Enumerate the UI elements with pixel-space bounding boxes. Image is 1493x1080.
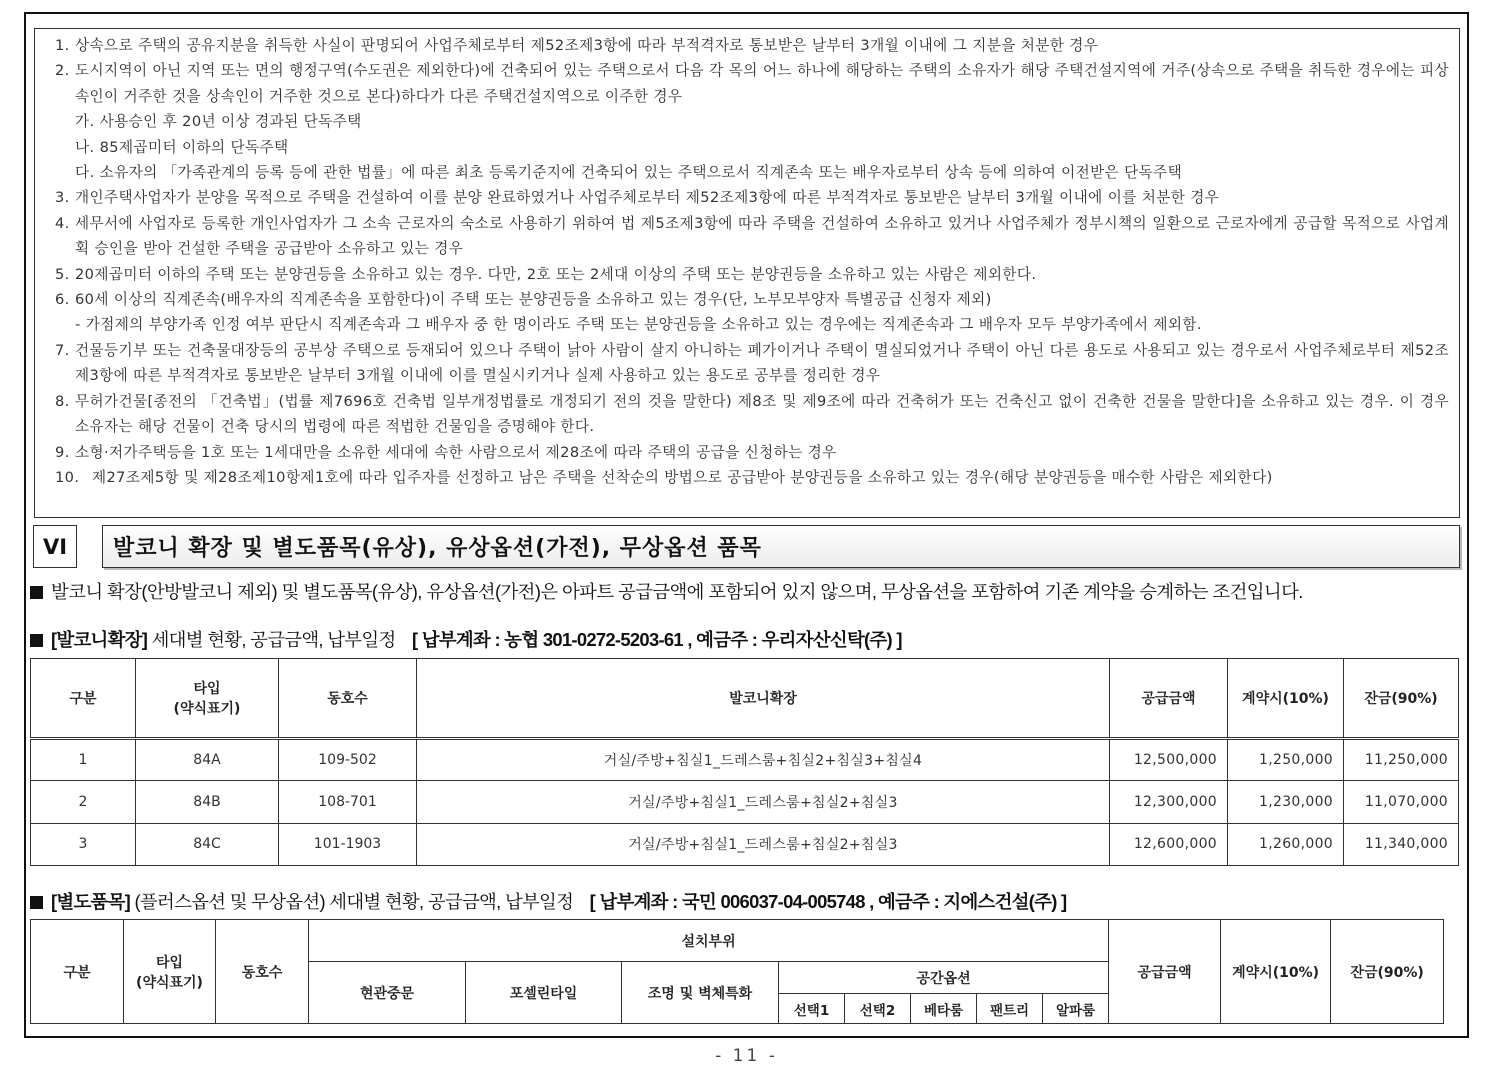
rule-text: 건물등기부 또는 건축물대장등의 공부상 주택으로 등재되어 있으나 주택이 낡아 사람이 살지 아니하는 폐가이거나 주택이 멸실되었거나 주택이 아닌 다른 용도로 사용되고 있는 경우로서 사업주체로부터 제52조제3항에 따른 부적격자로 통보받은 날부터 3개월 이내에 이를 멸실시키거나 실제 사용하고 있는 용도로 공부를 정리한 경우 [75,341,1449,385]
bullet-square-icon [30,586,43,599]
header-balance: 잔금(90%) [1344,659,1459,739]
balcony-desc: 세대별 현황, 공급금액, 납부일정 [151,629,396,650]
rule-item [55,262,1449,287]
balcony-account: [ 납부계좌 : 농협 301-0272-5203-61 , 예금주 : 우리자산신탁(주) ] [411,629,902,650]
header-unit: 동호수 [216,920,309,1024]
rule-text: 제27조제5항 및 제28조제10항제1호에 따라 입주자를 선정하고 남은 주택을 선착순의 방법으로 공급받아 분양권등을 소유하고 있는 경우(해당 분양권등을 매수한 사람은 제외한다) [92,468,1273,486]
rule-subitem [55,109,1449,134]
cell-no: 2 [31,781,136,823]
header-entrance: 현관중문 [309,962,466,1024]
header-type-line2: (약식표기) [173,701,241,717]
cell-contract: 1,260,000 [1228,823,1344,865]
cell-price: 12,500,000 [1110,739,1228,781]
rule-number: 8. [55,392,70,410]
header-sel1: 선택1 [779,994,845,1024]
rule-item [55,33,1449,58]
cell-balance: 11,340,000 [1344,823,1459,865]
balcony-tag: [발코니확장] [51,629,148,650]
table-row [31,823,1459,865]
header-sel2: 선택2 [845,994,911,1024]
cell-no: 3 [31,823,136,865]
options-heading [30,888,1066,914]
rule-number: 6. [55,291,70,309]
header-type [136,659,279,739]
cell-unit: 108-701 [279,781,417,823]
cell-type: 84C [136,823,279,865]
header-contract: 계약시(10%) [1221,920,1331,1024]
rule-subitem [55,135,1449,160]
cell-rooms: 거실/주방+침실1_드레스룸+침실2+침실3+침실4 [417,739,1110,781]
cell-no: 1 [31,739,136,781]
rule-subitem [55,160,1449,185]
header-space: 공간옵션 [779,962,1109,994]
header-lighting: 조명 및 벽체특화 [622,962,779,1024]
exception-rules-box [34,28,1460,518]
rule-item [55,338,1449,389]
rule-text: 무허가건물[종전의 「건축법」(법률 제7696호 건축법 일부개정법률로 개정되기 전의 것을 말한다) 제8조 및 제9조에 따라 건축허가 또는 건축신고 없이 건축한 건물을 말한다]을 소유하고 있는 경우. 이 경우 소유자는 해당 건물이 건축 당시의 법령에 따른 적법한 건물임을 증명해야 한다. [75,392,1449,436]
rule-text: 도시지역이 아닌 지역 또는 면의 행정구역(수도권은 제외한다)에 건축되어 있는 주택으로서 다음 각 목의 어느 하나에 해당하는 주택의 소유자가 해당 주택건설지역에 거주(상속으로 주택을 취득한 경우에는 피상속인이 거주한 것을 상속인이 거주한 것으로 본다)하다가 다른 주택건설지역으로 이주한 경우 [75,62,1449,105]
rule-text: 다. 소유자의 「가족관계의 등록 등에 관한 법률」에 따른 최초 등록기준지에 건축되어 있는 주택으로서 직계존속 또는 배우자로부터 상속 등에 의하여 이전받은 단독주택 [75,164,1183,182]
header-type-line2: (약식표기) [136,974,203,991]
bullet-square-icon [30,634,43,647]
rule-item [55,58,1449,109]
rule-number: 1. [55,37,70,54]
rule-item [55,185,1449,210]
table-header-row [31,659,1459,739]
section-title: 발코니 확장 및 별도품목(유상), 유상옵션(가전), 무상옵션 품목 [102,525,1460,568]
table-row [31,781,1459,823]
cell-type: 84B [136,781,279,823]
rule-number: 10. [55,468,80,486]
cell-price: 12,300,000 [1110,781,1228,823]
table-header-row [31,920,1444,962]
options-desc: (플러스옵션 및 무상옵션) 세대별 현황, 공급금액, 납부일정 [134,891,574,912]
rule-text: 60세 이상의 직계존속(배우자의 직계존속을 포함한다)이 주택 또는 분양권등을 소유하고 있는 경우(단, 노부모부양자 특별공급 신청자 제외) [75,291,992,309]
header-tile: 포셀린타일 [466,962,622,1024]
rule-number: 3. [55,189,70,207]
rule-text: 상속으로 주택의 공유지분을 취득한 사실이 판명되어 사업주체로부터 제52조제3항에 따라 부적격자로 통보받은 날부터 3개월 이내에 그 지분을 처분한 경우 [75,37,1099,54]
options-tag: [별도품목] [51,891,131,912]
rule-number: 2. [55,62,70,80]
section-note [30,578,1460,604]
cell-unit: 101-1903 [279,823,417,865]
rule-text: - 가점제의 부양가족 인정 여부 판단시 직계존속과 그 배우자 중 한 명이라도 주택 또는 분양권등을 소유하고 있는 경우에는 직계존속과 그 배우자 모두 부양가족에서 제외함. [75,316,1202,334]
cell-contract: 1,230,000 [1228,781,1344,823]
header-alpha: 알파룸 [1043,994,1109,1024]
section-note-text: 발코니 확장(안방발코니 제외) 및 별도품목(유상), 유상옵션(가전)은 아파트 공급금액에 포함되어 있지 않으며, 무상옵션을 포함하여 기존 계약을 승계하는 조건입니다. [51,581,1303,602]
header-type-line1: 타입 [193,681,221,697]
header-gubun: 구분 [31,920,124,1024]
options-account: [ 납부계좌 : 국민 006037-04-005748 , 예금주 : 지에스건설(주) ] [589,891,1067,912]
header-type-line1: 타입 [155,954,184,971]
rule-item [55,211,1449,262]
rule-text: 세무서에 사업자로 등록한 개인사업자가 그 소속 근로자의 숙소로 사용하기 위하여 법 제5조제3항에 따라 주택을 건설하여 소유하고 있거나 사업주체가 정부시책의 일환으로 근로자에게 공급할 목적으로 사업계획 승인을 받아 건설한 주택을 공급받아 소유하고 있는 경우 [75,214,1449,258]
rule-number: 4. [55,214,70,232]
cell-contract: 1,250,000 [1228,739,1344,781]
cell-price: 12,600,000 [1110,823,1228,865]
rule-number: 5. [55,265,70,283]
rule-item [55,465,1449,490]
header-price: 공급금액 [1109,920,1221,1024]
header-contract: 계약시(10%) [1228,659,1344,739]
header-type [124,920,216,1024]
header-beta: 베타룸 [911,994,977,1024]
header-gubun: 구분 [31,659,136,739]
header-balance: 잔금(90%) [1331,920,1444,1024]
cell-rooms: 거실/주방+침실1_드레스룸+침실2+침실3 [417,781,1110,823]
cell-type: 84A [136,739,279,781]
header-unit: 동호수 [279,659,417,739]
rule-number: 7. [55,341,70,359]
rule-number: 9. [55,443,70,461]
balcony-heading [30,626,902,652]
rule-item [55,440,1449,465]
rule-text: 소형·저가주택등을 1호 또는 1세대만을 소유한 세대에 속한 사람으로서 제28조에 따라 주택의 공급을 신청하는 경우 [75,443,837,461]
cell-balance: 11,070,000 [1344,781,1459,823]
header-location: 설치부위 [309,920,1109,962]
rule-text: 개인주택사업자가 분양을 목적으로 주택을 건설하여 이를 분양 완료하였거나 사업주체로부터 제52조제3항에 따른 부적격자로 통보받은 날부터 3개월 이내에 이를 처분한 경우 [75,189,1220,207]
header-balcony: 발코니확장 [417,659,1110,739]
header-price: 공급금액 [1110,659,1228,739]
rule-text: 나. 85제곱미터 이하의 단독주택 [75,138,289,156]
options-table [30,919,1444,1024]
balcony-table [30,658,1459,866]
cell-unit: 109-502 [279,739,417,781]
section-number: VI [33,525,77,568]
cell-balance: 11,250,000 [1344,739,1459,781]
rule-subitem [55,312,1449,337]
page-number: - 11 - [715,1046,778,1066]
rule-item [55,287,1449,312]
rule-text: 20제곱미터 이하의 주택 또는 분양권등을 소유하고 있는 경우. 다만, 2호 또는 2세대 이상의 주택 또는 분양권등을 소유하고 있는 사람은 제외한다. [75,265,1037,283]
rule-item [55,389,1449,440]
bullet-square-icon [30,896,43,909]
header-pantry: 팬트리 [977,994,1043,1024]
table-row [31,739,1459,781]
rule-text: 가. 사용승인 후 20년 이상 경과된 단독주택 [75,113,362,131]
cell-rooms: 거실/주방+침실1_드레스룸+침실2+침실3 [417,823,1110,865]
